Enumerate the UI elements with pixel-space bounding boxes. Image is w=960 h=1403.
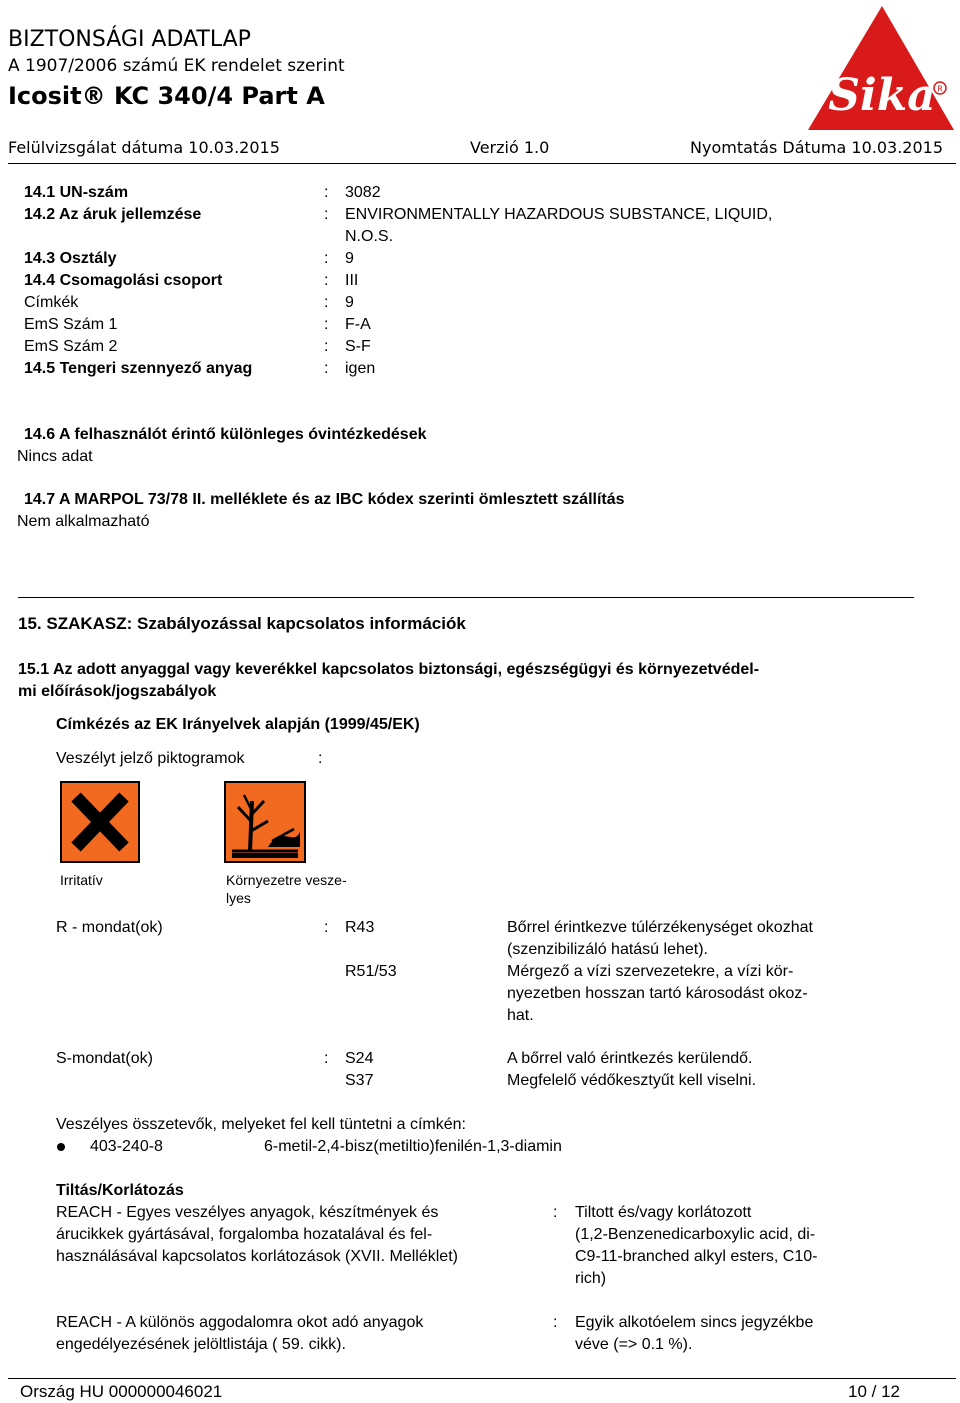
bullet-icon bbox=[57, 1143, 65, 1151]
reach-restriction-value: Tiltott és/vagy korlátozott bbox=[575, 1204, 752, 1221]
reach-candidate-value: véve (=> 0.1 %). bbox=[575, 1336, 693, 1353]
r-phrase-text: Mérgező a vízi szervezetekre, a vízi kör- bbox=[507, 963, 794, 980]
colon: : bbox=[324, 338, 329, 355]
colon: : bbox=[324, 206, 329, 223]
value-ems-1: F-A bbox=[345, 316, 371, 333]
s-phrase-text: Megfelelő védőkesztyűt kell viselni. bbox=[507, 1072, 757, 1089]
colon: : bbox=[324, 294, 329, 311]
pictogram-caption-environment-line2: lyes bbox=[226, 890, 251, 906]
subsection-15-1-title-line1: 15.1 Az adott anyaggal vagy keverékkel kapcsolatos biztonsági, egészségügyi és környezetvédel- bbox=[18, 661, 760, 678]
value-class: 9 bbox=[345, 250, 354, 267]
label-labels: Címkék bbox=[24, 294, 79, 311]
r-phrase-text: nyezetben hosszan tartó károsodást okoz- bbox=[507, 985, 808, 1002]
footer-divider bbox=[8, 1378, 956, 1379]
label-ems-2: EmS Szám 2 bbox=[24, 338, 118, 355]
colon: : bbox=[324, 360, 329, 377]
label-packing-group: 14.4 Csomagolási csoport bbox=[24, 272, 223, 289]
value-marine-pollutant: igen bbox=[345, 360, 376, 377]
subsection-14-6-text: Nincs adat bbox=[17, 448, 93, 465]
value-un-number: 3082 bbox=[345, 184, 381, 201]
subsection-14-7-text: Nem alkalmazható bbox=[17, 513, 150, 530]
label-marine-pollutant: 14.5 Tengeri szennyező anyag bbox=[24, 360, 253, 377]
reach-restriction-label: árucikkek gyártásával, forgalomba hozatalával és fel- bbox=[56, 1226, 433, 1243]
colon: : bbox=[324, 919, 329, 936]
reach-candidate-label: engedélyezésének jelöltlistája ( 59. cikk). bbox=[56, 1336, 346, 1353]
sika-logo bbox=[804, 4, 956, 132]
product-name: Icosit® KC 340/4 Part A bbox=[8, 82, 325, 110]
version: Verzió 1.0 bbox=[470, 138, 550, 157]
revision-date: Felülvizsgálat dátuma 10.03.2015 bbox=[8, 138, 280, 157]
reach-restriction-label: REACH - Egyes veszélyes anyagok, készítmények és bbox=[56, 1204, 439, 1221]
s-phrase-code: S24 bbox=[345, 1050, 374, 1067]
section-divider bbox=[18, 597, 914, 598]
r-phrase-text: hat. bbox=[507, 1007, 534, 1024]
logo-text: Sika bbox=[828, 70, 936, 121]
colon: : bbox=[324, 184, 329, 201]
header-divider bbox=[8, 163, 956, 164]
r-phrase-text: (szenzibilizáló hatású lehet). bbox=[507, 941, 708, 958]
reach-restriction-value: (1,2-Benzenedicarboxylic acid, di- bbox=[575, 1226, 816, 1243]
hazardous-components-title: Veszélyes összetevők, melyeket fel kell tüntetni a címkén: bbox=[56, 1116, 466, 1133]
cross-icon bbox=[60, 781, 140, 863]
footer-page-number: 10 / 12 bbox=[848, 1382, 900, 1401]
value-goods-description-cont: N.O.S. bbox=[345, 228, 394, 245]
colon: : bbox=[324, 316, 329, 333]
colon: : bbox=[324, 272, 329, 289]
subsection-14-6-title: 14.6 A felhasználót érintő különleges óvintézkedések bbox=[24, 426, 427, 443]
reach-candidate-label: REACH - A különös aggodalomra okot adó anyagok bbox=[56, 1314, 424, 1331]
s-phrase-code: S37 bbox=[345, 1072, 374, 1089]
labeling-title: Címkézés az EK Irányelvek alapján (1999/45/EK) bbox=[56, 716, 420, 733]
r-phrase-text: Bőrrel érintkezve túlérzékenységet okozhat bbox=[507, 919, 813, 936]
restrictions-title: Tiltás/Korlátozás bbox=[56, 1182, 184, 1199]
label-un-number: 14.1 UN-szám bbox=[24, 184, 129, 201]
document-title: BIZTONSÁGI ADATLAP bbox=[8, 27, 251, 52]
pictogram-caption-irritant: Irritatív bbox=[60, 872, 103, 888]
value-ems-2: S-F bbox=[345, 338, 371, 355]
subsection-15-1-title-line2: mi előírások/jogszabályok bbox=[18, 683, 217, 700]
reach-restriction-value: C9-11-branched alkyl esters, C10- bbox=[575, 1248, 818, 1265]
footer-country: Ország HU 000000046021 bbox=[20, 1382, 223, 1401]
svg-text:R: R bbox=[937, 84, 943, 94]
component-name: 6-metil-2,4-bisz(metiltio)fenilén-1,3-diamin bbox=[264, 1138, 562, 1155]
colon: : bbox=[553, 1204, 558, 1221]
value-labels: 9 bbox=[345, 294, 354, 311]
r-phrase-code: R51/53 bbox=[345, 963, 397, 980]
label-class: 14.3 Osztály bbox=[24, 250, 117, 267]
colon: : bbox=[553, 1314, 558, 1331]
reach-restriction-label: használásával kapcsolatos korlátozások (XVII. Melléklet) bbox=[56, 1248, 458, 1265]
r-phrase-code: R43 bbox=[345, 919, 375, 936]
regulation-reference: A 1907/2006 számú EK rendelet szerint bbox=[8, 56, 345, 76]
component-ec-number: 403-240-8 bbox=[90, 1138, 163, 1155]
r-phrases-label: R - mondat(ok) bbox=[56, 919, 163, 936]
value-packing-group: III bbox=[345, 272, 359, 289]
colon: : bbox=[324, 1050, 329, 1067]
print-date: Nyomtatás Dátuma 10.03.2015 bbox=[690, 138, 944, 157]
colon: : bbox=[318, 750, 323, 767]
label-ems-1: EmS Szám 1 bbox=[24, 316, 118, 333]
colon: : bbox=[324, 250, 329, 267]
subsection-14-7-title: 14.7 A MARPOL 73/78 II. melléklete és az IBC kódex szerinti ömlesztett szállítás bbox=[24, 491, 625, 508]
section-15-title: 15. SZAKASZ: Szabályozással kapcsolatos információk bbox=[18, 614, 466, 633]
environment-icon bbox=[224, 781, 306, 863]
pictograms-label: Veszélyt jelző piktogramok bbox=[56, 750, 245, 767]
s-phrases-label: S-mondat(ok) bbox=[56, 1050, 153, 1067]
pictogram-caption-environment-line1: Környezetre vesze- bbox=[226, 872, 347, 888]
label-goods-description: 14.2 Az áruk jellemzése bbox=[24, 206, 202, 223]
reach-restriction-value: rich) bbox=[575, 1270, 607, 1287]
value-goods-description: ENVIRONMENTALLY HAZARDOUS SUBSTANCE, LIQUID, bbox=[345, 206, 773, 223]
s-phrase-text: A bőrrel való érintkezés kerülendő. bbox=[507, 1050, 753, 1067]
reach-candidate-value: Egyik alkotóelem sincs jegyzékbe bbox=[575, 1314, 814, 1331]
